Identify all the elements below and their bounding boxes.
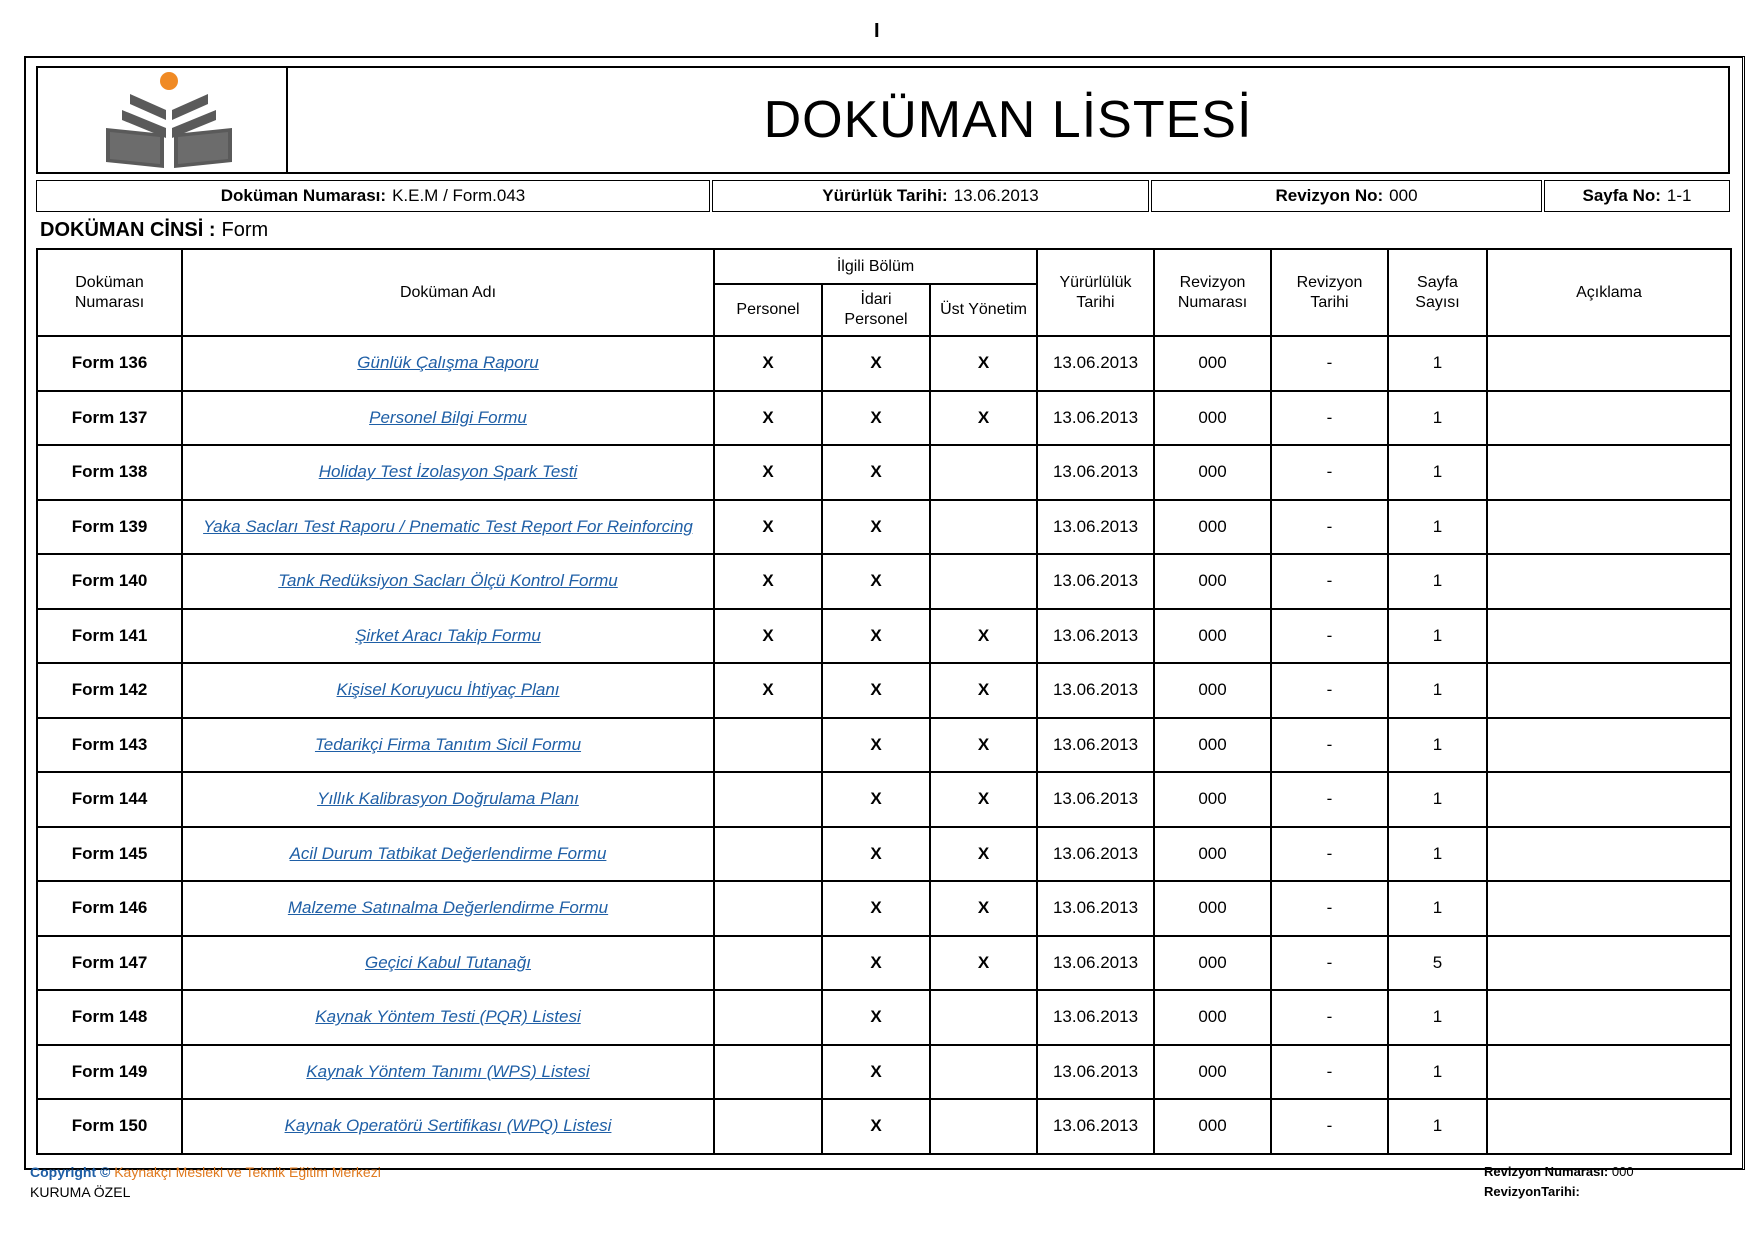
meta-effective-date [712,180,1149,212]
row-revision-date: - [1271,663,1388,718]
row-doc-number: Form 145 [37,827,182,882]
row-doc-number: Form 142 [37,663,182,718]
row-personel-mark [714,827,822,882]
row-notes [1487,609,1731,664]
document-header [36,66,1730,174]
row-idari-mark: X [822,554,930,609]
row-ust-mark [930,500,1037,555]
row-idari-mark: X [822,1045,930,1100]
row-page-count: 1 [1388,609,1487,664]
row-doc-name-cell [182,391,714,446]
row-page-count: 1 [1388,445,1487,500]
row-doc-name-link[interactable]: Kaynak Yöntem Testi (PQR) Listesi [315,1007,581,1027]
row-doc-number: Form 140 [37,554,182,609]
col-effective-date: Yürürlülük Tarihi [1037,249,1154,336]
row-page-count: 1 [1388,1045,1487,1100]
organization-name: Kaynakçı Mesleki ve Teknik Eğitim Merkezi [114,1164,381,1180]
row-revision-date: - [1271,772,1388,827]
row-personel-mark [714,718,822,773]
row-personel-mark: X [714,391,822,446]
row-idari-mark: X [822,445,930,500]
footer-rev-date-label: RevizyonTarihi: [1484,1184,1580,1199]
page-title: DOKÜMAN LİSTESİ [763,91,1253,149]
row-doc-name-cell [182,663,714,718]
col-page-count: Sayfa Sayısı [1388,249,1487,336]
table-row [37,445,1731,500]
row-doc-number: Form 148 [37,990,182,1045]
table-row [37,827,1731,882]
row-personel-mark [714,1099,822,1154]
row-revision-date: - [1271,336,1388,391]
table-row [37,936,1731,991]
row-revision-date: - [1271,990,1388,1045]
row-ust-mark [930,554,1037,609]
row-revision-number: 000 [1154,554,1271,609]
row-doc-number: Form 143 [37,718,182,773]
row-doc-number: Form 144 [37,772,182,827]
row-ust-mark: X [930,827,1037,882]
row-ust-mark: X [930,936,1037,991]
row-page-count: 1 [1388,500,1487,555]
col-ust-yonetim: Üst Yönetim [930,284,1037,336]
row-idari-mark: X [822,772,930,827]
footer-left [30,1162,381,1202]
row-page-count: 1 [1388,827,1487,882]
row-personel-mark: X [714,500,822,555]
row-revision-number: 000 [1154,500,1271,555]
row-doc-name-cell [182,336,714,391]
row-doc-name-link[interactable]: Tank Redüksiyon Sacları Ölçü Kontrol Formu [278,571,618,591]
table-row [37,772,1731,827]
table-row [37,1045,1731,1100]
row-ust-mark [930,445,1037,500]
row-revision-date: - [1271,500,1388,555]
row-notes [1487,500,1731,555]
table-row [37,663,1731,718]
row-doc-name-cell [182,554,714,609]
row-personel-mark [714,990,822,1045]
table-row [37,554,1731,609]
row-doc-number: Form 146 [37,881,182,936]
row-ust-mark: X [930,609,1037,664]
row-revision-number: 000 [1154,990,1271,1045]
row-page-count: 1 [1388,391,1487,446]
row-revision-date: - [1271,609,1388,664]
row-ust-mark [930,1045,1037,1100]
row-revision-number: 000 [1154,391,1271,446]
row-notes [1487,881,1731,936]
row-doc-name-link[interactable]: Kaynak Operatörü Sertifikası (WPQ) Listesi [284,1116,612,1136]
row-personel-mark [714,772,822,827]
row-revision-number: 000 [1154,772,1271,827]
row-page-count: 5 [1388,936,1487,991]
row-effective-date: 13.06.2013 [1037,554,1154,609]
table-row [37,500,1731,555]
row-revision-number: 000 [1154,881,1271,936]
row-doc-number: Form 149 [37,1045,182,1100]
row-effective-date: 13.06.2013 [1037,827,1154,882]
row-ust-mark: X [930,772,1037,827]
meta-revision-label: Revizyon No: [1275,186,1384,205]
row-personel-mark [714,881,822,936]
row-revision-number: 000 [1154,1099,1271,1154]
meta-doc-number-value: K.E.M / Form.043 [392,186,526,205]
row-revision-number: 000 [1154,336,1271,391]
meta-page-label: Sayfa No: [1582,186,1661,205]
row-doc-number: Form 138 [37,445,182,500]
table-row [37,391,1731,446]
row-revision-date: - [1271,391,1388,446]
row-notes [1487,391,1731,446]
row-doc-name-link[interactable]: Kaynak Yöntem Tanımı (WPS) Listesi [306,1061,590,1081]
row-idari-mark: X [822,500,930,555]
row-page-count: 1 [1388,663,1487,718]
row-notes [1487,718,1731,773]
row-effective-date: 13.06.2013 [1037,391,1154,446]
col-idari-personel: İdari Personel [822,284,930,336]
document-type-label: DOKÜMAN CİNSİ : [40,219,216,241]
row-revision-date: - [1271,827,1388,882]
row-idari-mark: X [822,336,930,391]
col-notes: Açıklama [1487,249,1731,336]
row-revision-number: 000 [1154,663,1271,718]
row-page-count: 1 [1388,718,1487,773]
meta-effective-date-value: 13.06.2013 [953,186,1039,205]
row-effective-date: 13.06.2013 [1037,500,1154,555]
row-revision-number: 000 [1154,827,1271,882]
row-revision-number: 000 [1154,609,1271,664]
footer-right [1484,1162,1634,1202]
meta-page [1544,180,1730,212]
table-row [37,881,1731,936]
document-table [36,248,1732,1155]
table-row [37,609,1731,664]
page-mark: I [874,20,880,42]
row-notes [1487,772,1731,827]
row-doc-name-cell [182,772,714,827]
row-revision-date: - [1271,718,1388,773]
row-doc-name-link[interactable]: Yaka Sacları Test Raporu / Pnematic Test Report For Reinforcing [203,516,693,536]
row-personel-mark: X [714,336,822,391]
row-doc-name-link[interactable]: Şirket Aracı Takip Formu [355,625,541,645]
footer-rev-number-label: Revizyon Numarası: [1484,1164,1609,1179]
row-doc-name-link[interactable]: Holiday Test İzolasyon Spark Testi [318,462,578,482]
row-effective-date: 13.06.2013 [1037,1099,1154,1154]
table-row [37,718,1731,773]
row-revision-date: - [1271,936,1388,991]
row-ust-mark: X [930,718,1037,773]
row-notes [1487,827,1731,882]
meta-doc-number-label: Doküman Numarası: [220,186,387,205]
row-effective-date: 13.06.2013 [1037,336,1154,391]
row-revision-date: - [1271,445,1388,500]
row-idari-mark: X [822,663,930,718]
row-doc-number: Form 136 [37,336,182,391]
row-notes [1487,663,1731,718]
meta-revision-value: 000 [1389,186,1418,205]
row-revision-number: 000 [1154,936,1271,991]
row-revision-number: 000 [1154,445,1271,500]
row-personel-mark: X [714,609,822,664]
row-ust-mark: X [930,663,1037,718]
row-doc-name-cell [182,827,714,882]
row-ust-mark [930,990,1037,1045]
row-idari-mark: X [822,990,930,1045]
row-notes [1487,445,1731,500]
row-personel-mark: X [714,554,822,609]
col-revision-date: Revizyon Tarihi [1271,249,1388,336]
logo-cell [38,68,288,172]
document-type-value: Form [221,219,269,241]
row-personel-mark: X [714,663,822,718]
row-notes [1487,1045,1731,1100]
row-ust-mark [930,1099,1037,1154]
table-row [37,990,1731,1045]
row-notes [1487,336,1731,391]
row-doc-name-link[interactable]: Günlük Çalışma Raporu [357,353,539,373]
meta-revision [1151,180,1542,212]
row-doc-number: Form 141 [37,609,182,664]
row-idari-mark: X [822,391,930,446]
row-effective-date: 13.06.2013 [1037,990,1154,1045]
row-personel-mark: X [714,445,822,500]
row-revision-date: - [1271,1099,1388,1154]
row-idari-mark: X [822,1099,930,1154]
row-revision-date: - [1271,1045,1388,1100]
row-revision-number: 000 [1154,718,1271,773]
row-idari-mark: X [822,609,930,664]
col-doc-number: Doküman Numarası [37,249,182,336]
row-doc-number: Form 147 [37,936,182,991]
row-notes [1487,936,1731,991]
row-personel-mark [714,936,822,991]
meta-doc-number [36,180,710,212]
row-effective-date: 13.06.2013 [1037,445,1154,500]
row-notes [1487,554,1731,609]
row-idari-mark: X [822,936,930,991]
document-type [40,219,268,242]
row-doc-name-cell [182,881,714,936]
row-doc-name-cell [182,990,714,1045]
row-revision-date: - [1271,881,1388,936]
row-ust-mark: X [930,391,1037,446]
row-notes [1487,990,1731,1045]
row-effective-date: 13.06.2013 [1037,718,1154,773]
row-effective-date: 13.06.2013 [1037,1045,1154,1100]
row-idari-mark: X [822,718,930,773]
row-doc-name-cell [182,1045,714,1100]
table-row [37,1099,1731,1154]
row-page-count: 1 [1388,336,1487,391]
row-doc-name-cell [182,609,714,664]
institution-logo-icon [38,68,286,172]
copyright-label: Copyright © [30,1164,111,1180]
meta-page-value: 1-1 [1666,186,1692,205]
row-doc-name-link[interactable]: Kişisel Koruyucu İhtiyaç Planı [336,680,560,700]
row-doc-number: Form 137 [37,391,182,446]
col-dept-group: İlgili Bölüm [714,249,1037,284]
row-page-count: 1 [1388,990,1487,1045]
row-doc-name-cell [182,936,714,991]
row-doc-name-link[interactable]: Personel Bilgi Formu [369,407,527,427]
row-idari-mark: X [822,827,930,882]
col-revision-number: Revizyon Numarası [1154,249,1271,336]
row-effective-date: 13.06.2013 [1037,936,1154,991]
row-doc-number: Form 139 [37,500,182,555]
row-page-count: 1 [1388,881,1487,936]
row-doc-name-link[interactable]: Tedarikçi Firma Tanıtım Sicil Formu [314,734,582,754]
row-idari-mark: X [822,881,930,936]
table-row [37,336,1731,391]
row-doc-number: Form 150 [37,1099,182,1154]
row-effective-date: 13.06.2013 [1037,609,1154,664]
row-ust-mark: X [930,881,1037,936]
row-doc-name-link[interactable]: Geçici Kabul Tutanağı [365,952,531,972]
row-ust-mark: X [930,336,1037,391]
row-doc-name-cell [182,718,714,773]
row-effective-date: 13.06.2013 [1037,772,1154,827]
row-doc-name-cell [182,1099,714,1154]
row-effective-date: 13.06.2013 [1037,663,1154,718]
row-notes [1487,1099,1731,1154]
row-doc-name-cell [182,445,714,500]
row-page-count: 1 [1388,772,1487,827]
row-revision-number: 000 [1154,1045,1271,1100]
col-doc-name: Doküman Adı [182,249,714,336]
col-personel: Personel [714,284,822,336]
private-label: KURUMA ÖZEL [30,1184,131,1200]
row-doc-name-link[interactable]: Yıllık Kalibrasyon Doğrulama Planı [317,789,579,809]
row-doc-name-link[interactable]: Acil Durum Tatbikat Değerlendirme Formu [289,843,607,863]
meta-effective-date-label: Yürürlük Tarihi: [822,186,948,205]
row-page-count: 1 [1388,554,1487,609]
footer-rev-number-value: 000 [1611,1164,1634,1179]
row-revision-date: - [1271,554,1388,609]
row-page-count: 1 [1388,1099,1487,1154]
row-doc-name-link[interactable]: Malzeme Satınalma Değerlendirme Formu [287,898,609,918]
row-doc-name-cell [182,500,714,555]
row-personel-mark [714,1045,822,1100]
row-effective-date: 13.06.2013 [1037,881,1154,936]
